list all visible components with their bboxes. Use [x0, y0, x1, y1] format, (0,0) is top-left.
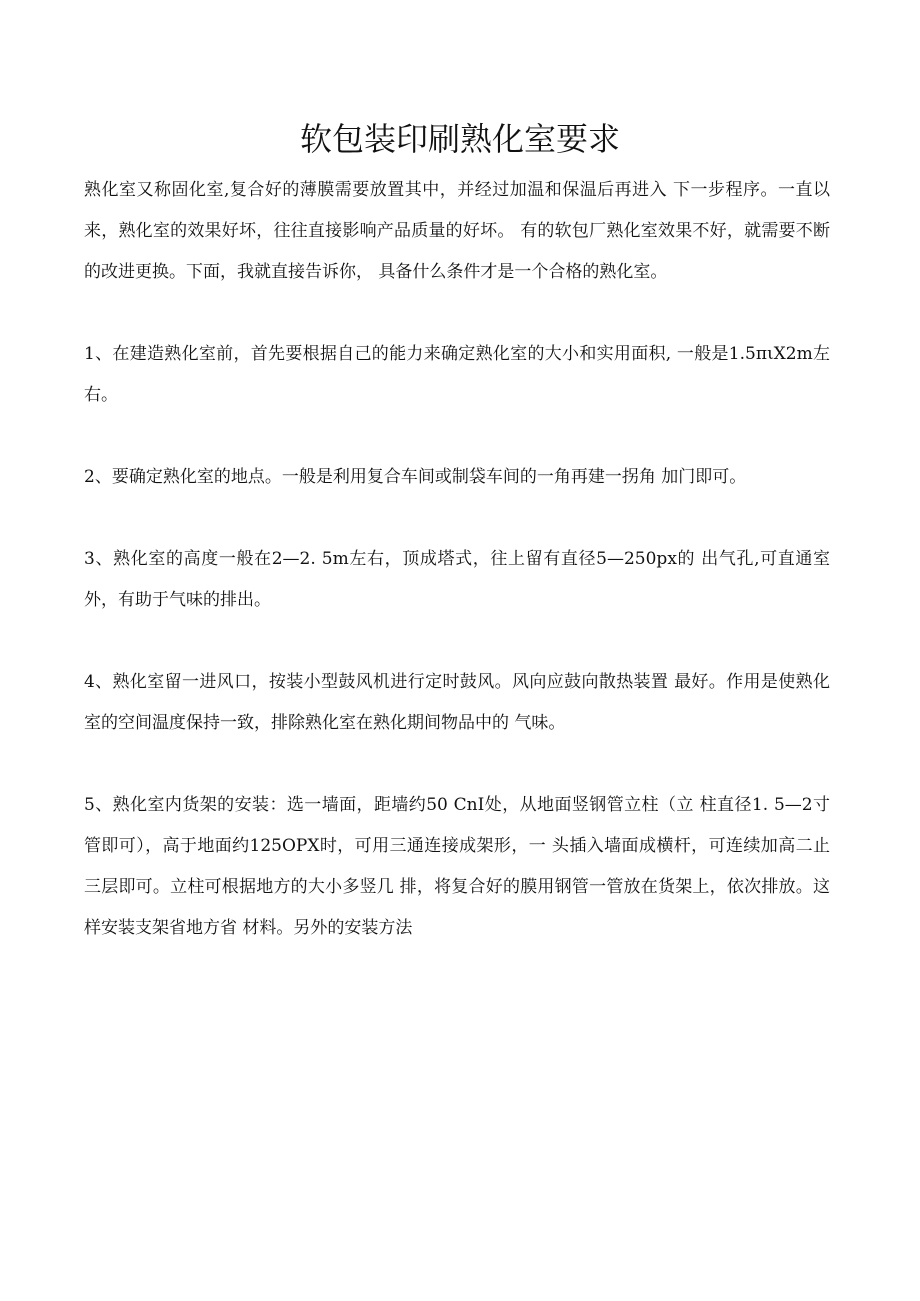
paragraph-spacer — [84, 293, 830, 334]
paragraph-spacer — [84, 416, 830, 457]
paragraph-spacer — [84, 744, 830, 785]
paragraph-spacer — [84, 621, 830, 662]
requirement-3-paragraph: 3、熟化室的高度一般在2—2. 5m左右，顶成塔式，往上留有直径5—250px的 出气孔,可直通室外，有助于气味的排出。 — [84, 549, 830, 610]
requirement-2-paragraph: 2、要确定熟化室的地点。一般是利用复合车间或制袋车间的一角再建一拐角 加门即可。 — [84, 467, 747, 487]
document-body — [84, 170, 830, 949]
requirement-1-paragraph: 1、在建造熟化室前，首先要根据自己的能力来确定熟化室的大小和实用面积, 一般是1.5πιX2m左右。 — [84, 344, 830, 405]
intro-paragraph: 熟化室又称固化室,复合好的薄膜需要放置其中，并经过加温和保温后再进入 下一步程序。一直以来，熟化室的效果好坏，往往直接影响产品质量的好坏。 有的软包厂熟化室效果不好，就需要不断的改进更换。下面，我就直接告诉你， 具备什么条件才是一个合格的熟化室。 — [84, 180, 830, 282]
document-title: 软包装印刷熟化室要求 — [299, 120, 620, 158]
requirement-4-paragraph: 4、熟化室留一进风口，按装小型鼓风机进行定时鼓风。风向应鼓向散热装置 最好。作用是使熟化室的空间温度保持一致，排除熟化室在熟化期间物品中的 气味。 — [84, 672, 830, 733]
requirement-5-paragraph: 5、熟化室内货架的安装：选一墙面，距墙约50 CnI处，从地面竖钢管立柱（立 柱直径1. 5—2寸管即可），高于地面约125OPX时，可用三通连接成架形，一 头插入墙面成横杆，可连续加高二止三层即可。立柱可根据地方的大小多竖几 排，将复合好的膜用钢管一管放在货架上，依次排放。这样安装支架省地方省 材料。另外的安装方法 — [84, 795, 830, 938]
paragraph-spacer — [84, 498, 830, 539]
